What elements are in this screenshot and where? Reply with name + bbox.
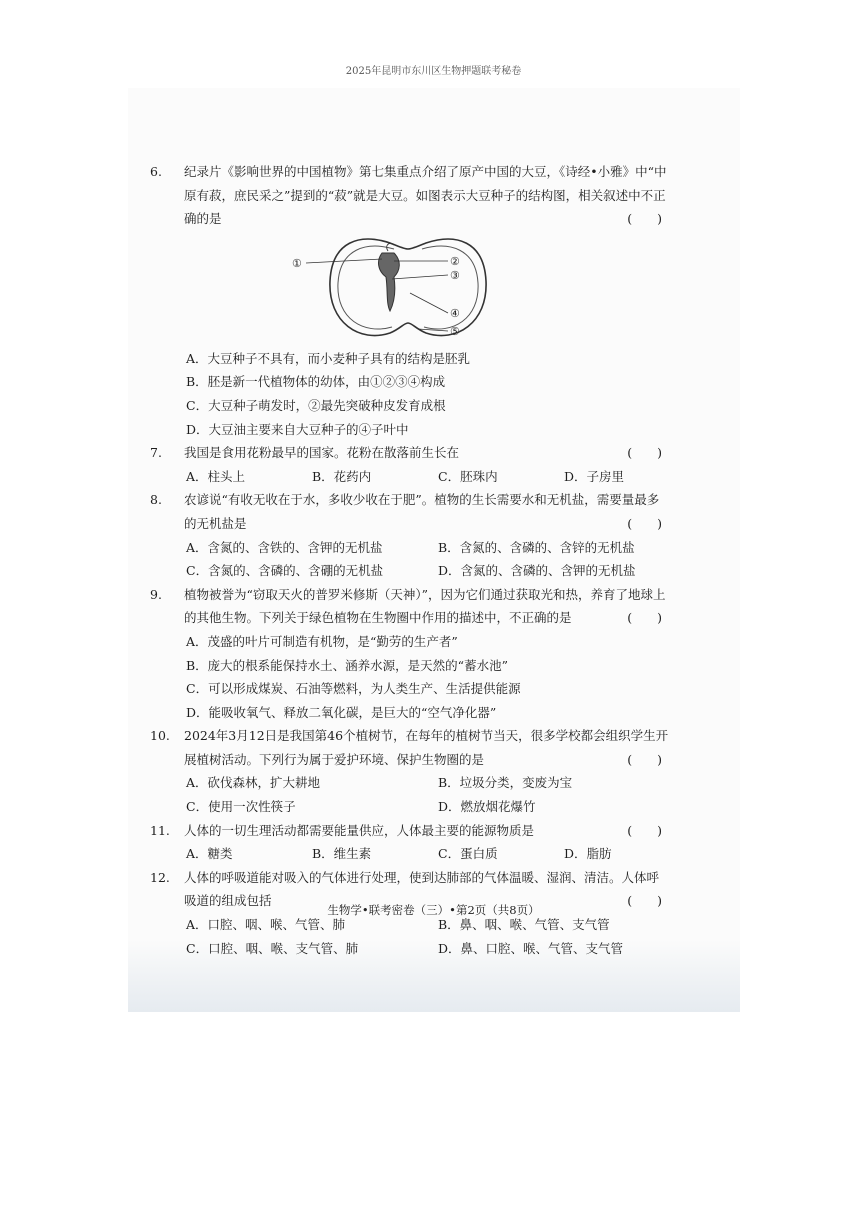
options-11 [186,842,670,866]
option-b: B．维生素 [312,846,372,862]
question-number: 10. [150,728,170,744]
options-6 [186,347,670,441]
question-stem: 人体的呼吸道能对吸入的气体进行处理，使到达肺部的气体温暖、湿润、清洁。人体呼吸道的组成包括 [184,869,660,909]
answer-bracket: ( ) [627,822,662,838]
option-d: D．燃放烟花爆竹 [438,799,536,815]
option-b: B．鼻、咽、喉、气管、支气管 [438,917,610,933]
option-c: C．胚珠内 [438,468,498,484]
option-c: C．大豆种子萌发时，②最先突破种皮发育成根 [186,397,446,413]
option-a: A．柱头上 [186,468,246,484]
question-list [150,160,670,960]
page-header: 2025年昆明市东川区生物押题联考秘卷 [345,66,522,77]
option-d: D．鼻、口腔、喉、气管、支气管 [438,940,624,956]
option-b: B．花药内 [312,468,372,484]
option-a: A．糖类 [186,846,233,862]
label-4: ④ [450,306,460,320]
option-a: A．砍伐森林，扩大耕地 [186,775,321,791]
option-b: B．庞大的根系能保持水土、涵养水源，是天然的“蓄水池” [186,657,508,673]
option-c: C．口腔、咽、喉、支气管、肺 [186,940,359,956]
option-a: A．大豆种子不具有，而小麦种子具有的结构是胚乳 [186,350,471,366]
options-9 [186,630,670,724]
option-b: B．含氮的、含磷的、含锌的无机盐 [438,539,635,555]
option-d: D．含氮的、含磷的、含钾的无机盐 [438,563,636,579]
option-d: D．脂肪 [564,846,612,862]
option-a: A．含氮的、含铁的、含钾的无机盐 [186,539,383,555]
option-c: C．可以形成煤炭、石油等燃料，为人类生产、生活提供能源 [186,681,521,697]
option-d: D．子房里 [564,468,625,484]
option-d: D．能吸收氧气、释放二氧化碳，是巨大的“空气净化器” [186,704,497,720]
option-d: D．大豆油主要来自大豆种子的④子叶中 [186,421,409,437]
answer-bracket: ( ) [627,515,662,531]
question-number: 7. [150,445,162,461]
question-stem: 植物被誉为“窃取天火的普罗米修斯（天神）”，因为它们通过获取光和热，养育了地球上的其他生物。下列关于绿色植物在生物圈中作用的描述中，不正确的是 [184,586,666,626]
question-stem: 纪录片《影响世界的中国植物》第七集重点介绍了原产中国的大豆，《诗经•小雅》中“中原有菽，庶民采之”提到的“菽”就是大豆。如图表示大豆种子的结构图，相关叙述中不正确的是 [184,164,667,227]
soybean-seed-figure [290,231,510,347]
answer-bracket: ( ) [627,751,662,767]
question-7 [150,441,670,465]
option-a: A．茂盛的叶片可制造有机物，是“勤劳的生产者” [186,633,458,649]
answer-bracket: ( ) [627,893,662,909]
question-number: 6. [150,164,162,179]
options-8 [186,536,670,583]
label-2: ② [450,254,460,268]
option-b: B．垃圾分类，变废为宝 [438,775,573,791]
question-stem: 2024年3月12日是我国第46个植树节，在每年的植树节当天，很多学校都会组织学生开展植树活动。下列行为属于爱护环境、保护生物圈的是 [184,728,669,767]
soybean-seed-diagram [290,231,510,347]
options-7 [186,465,670,489]
options-10 [186,771,670,818]
answer-bracket: ( ) [627,445,662,461]
option-c: C．使用一次性筷子 [186,799,296,815]
question-11 [150,819,670,843]
question-number: 12. [150,869,170,885]
answer-bracket: ( ) [627,610,662,626]
label-3: ③ [450,268,460,282]
question-stem: 人体的一切生理活动都需要能量供应，人体最主要的能源物质是 [184,822,535,838]
option-c: C．蛋白质 [438,846,498,862]
question-6 [150,160,670,231]
answer-bracket: ( ) [627,211,662,227]
label-1: ① [292,256,302,270]
options-12 [186,913,670,960]
option-c: C．含氮的、含磷的、含硼的无机盐 [186,563,384,579]
question-10 [150,724,670,771]
question-stem: 农谚说“有收无收在于水，多收少收在于肥”。植物的生长需要水和无机盐，需要量最多的无机盐是 [184,492,660,531]
option-b: B．胚是新一代植物体的幼体，由①②③④构成 [186,374,446,390]
question-8 [150,488,670,535]
question-number: 8. [150,492,162,508]
label-5: ⑤ [450,324,460,338]
question-number: 9. [150,586,162,602]
question-number: 11. [150,822,170,838]
option-a: A．口腔、咽、喉、气管、肺 [186,917,346,933]
page-footer: 生物学•联考密卷（三）•第2页（共8页） [327,903,540,917]
question-9 [150,583,670,630]
question-stem: 我国是食用花粉最早的国家。花粉在散落前生长在 [184,445,460,461]
